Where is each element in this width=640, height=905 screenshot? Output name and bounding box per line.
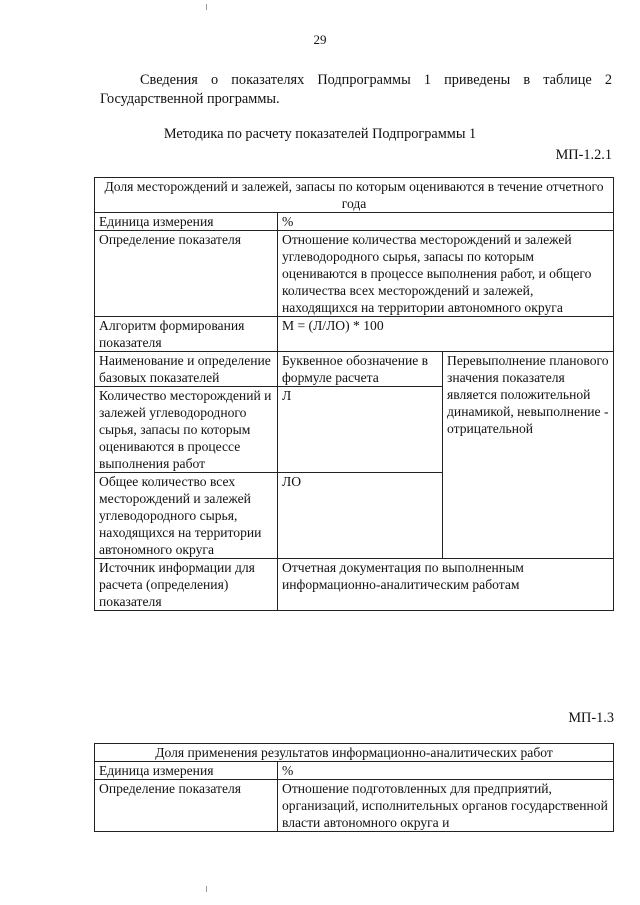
unit-label: Единица измерения (95, 762, 278, 780)
table1-base-header-row (95, 352, 614, 387)
table2-title-row (95, 744, 614, 762)
base-indicator-total-label: Общее количество всех месторождений и залежей углеводородного сырья, находящихся на территории автономного округа (95, 473, 278, 559)
definition-value: Отношение количества месторождений и залежей углеводородного сырья, запасы по которым оцениваются в процессе выполнения работ, и общего количества всех месторождений и залежей, находящихся на территории автономного округа (278, 231, 614, 317)
definition-label: Определение показателя (95, 780, 278, 832)
intro-line-2: Государственной программы. (100, 91, 280, 107)
base-indicator-count-label: Количество месторождений и залежей углеводородного сырья, запасы по которым оцениваются в процессе выполнения работ (95, 387, 278, 473)
table1-algorithm-row (95, 317, 614, 352)
table1-definition-row (95, 231, 614, 317)
intro-paragraph (100, 71, 612, 109)
source-value: Отчетная документация по выполненным информационно-аналитическим работам (278, 559, 614, 611)
letter-designation-header: Буквенное обозначение в формуле расчета (278, 352, 443, 387)
table2-unit-row (95, 762, 614, 780)
algorithm-formula: М = (Л/ЛО) * 100 (278, 317, 614, 352)
definition-value (278, 780, 614, 832)
table1-title-row (95, 178, 614, 213)
intro-line-1: Сведения о показателях Подпрограммы 1 приведены в таблице 2 (140, 72, 612, 88)
scan-mark (206, 4, 207, 10)
table1-code: МП-1.2.1 (555, 147, 612, 163)
page-number: 29 (313, 32, 327, 47)
table2-code: МП-1.3 (568, 710, 614, 726)
definition-value-text: Отношение подготовленных для предприятий, организаций, исполнительных органов государственной власти автономного округа и (282, 781, 608, 830)
base-indicator-count-letter: Л (278, 387, 443, 473)
indicator-table-mp-1-3 (94, 743, 614, 832)
scan-mark (206, 886, 207, 892)
base-indicator-total-letter: ЛО (278, 473, 443, 559)
table1-unit-row (95, 213, 614, 231)
table1-title: Доля месторождений и залежей, запасы по которым оцениваются в течение отчетного года (95, 178, 614, 213)
unit-value: % (278, 213, 614, 231)
performance-note: Перевыполнение планового значения показателя является положительной динамикой, невыполнение - отрицательной (443, 352, 614, 559)
table1-source-row (95, 559, 614, 611)
methodology-title: Методика по расчету показателей Подпрограммы 1 (163, 126, 477, 142)
unit-label: Единица измерения (95, 213, 278, 231)
table2-title: Доля применения результатов информационно-аналитических работ (95, 744, 614, 762)
base-indicators-label: Наименование и определение базовых показателей (95, 352, 278, 387)
algorithm-label: Алгоритм формирования показателя (95, 317, 278, 352)
source-label: Источник информации для расчета (определения) показателя (95, 559, 278, 611)
table2-definition-row (95, 780, 614, 832)
unit-value: % (278, 762, 614, 780)
indicator-table-mp-1-2-1 (94, 177, 614, 611)
definition-label: Определение показателя (95, 231, 278, 317)
